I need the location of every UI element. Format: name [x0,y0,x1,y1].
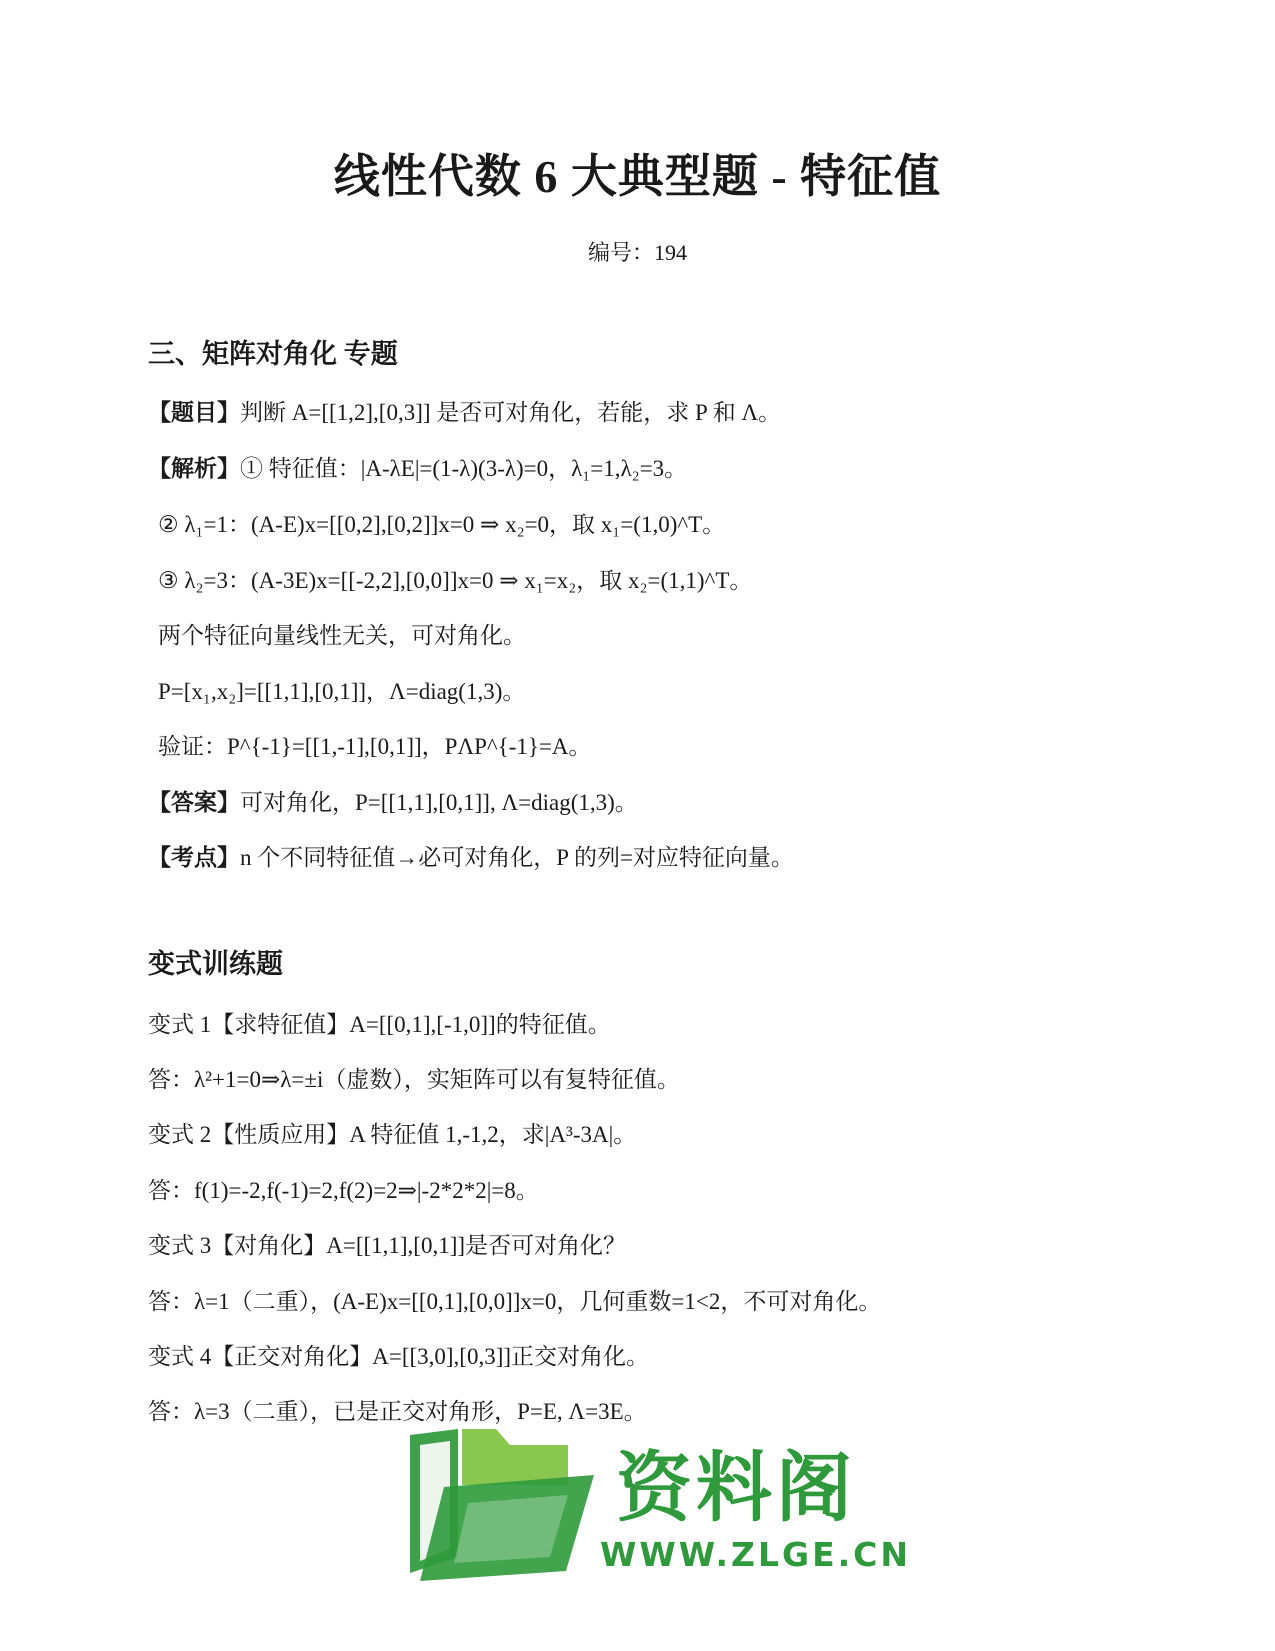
variant-1-question: 变式 1【求特征值】A=[[0,1],[-1,0]]的特征值。 [148,1012,611,1037]
variant-2-answer: 答：f(1)=-2,f(-1)=2,f(2)=2⇒|-2*2*2|=8。 [148,1178,539,1203]
variant-3-answer: 答：λ=1（二重），(A-E)x=[[0,1],[0,0]]x=0，几何重数=1<2，不可对角化。 [148,1289,882,1314]
section-heading-variants: 变式训练题 [148,949,283,979]
folder-book-icon [398,1425,608,1585]
analysis-text: ① 特征值：|A-λE|=(1-λ)(3-λ)=0，λ₁=1,λ₂=3。 [240,456,688,481]
analysis-conclusion: 两个特征向量线性无关，可对角化。 [158,623,526,648]
analysis-verification: 验证：P^{-1}=[[1,-1],[0,1]]，PΛP^{-1}=A。 [158,734,592,759]
key-point-tag: 【考点】 [148,845,240,870]
watermark-url: WWW.ZLGE.CN [600,1535,912,1574]
key-point-text: n 个不同特征值→必可对角化，P 的列=对应特征向量。 [240,845,794,870]
analysis-step-3: ③ λ₂=3：(A-3E)x=[[-2,2],[0,0]]x=0 ⇒ x₁=x₂，取 x₂=(1,1)^T。 [158,568,753,593]
variant-4-answer: 答：λ=3（二重），已是正交对角形，P=E, Λ=3E。 [148,1399,647,1424]
analysis-line [148,450,687,483]
variant-4-question: 变式 4【正交对角化】A=[[3,0],[0,3]]正交对角化。 [148,1344,650,1369]
problem-text: 判断 A=[[1,2],[0,3]] 是否可对角化，若能，求 P 和 Λ。 [240,400,782,425]
watermark-logo [398,1425,918,1585]
analysis-matrices: P=[x₁,x₂]=[[1,1],[0,1]]，Λ=diag(1,3)。 [158,679,526,704]
answer-text: 可对角化，P=[[1,1],[0,1]], Λ=diag(1,3)。 [240,790,638,815]
problem-tag: 【题目】 [148,400,240,425]
analysis-step-2: ② λ₁=1：(A-E)x=[[0,2],[0,2]]x=0 ⇒ x₂=0，取 x₁=(1,0)^T。 [158,512,726,537]
answer-tag: 【答案】 [148,790,240,815]
document-number: 编号：194 [587,240,687,265]
variant-3-question: 变式 3【对角化】A=[[1,1],[0,1]]是否可对角化？ [148,1233,627,1258]
analysis-tag: 【解析】 [148,456,240,481]
watermark-text: 资料阁 [616,1443,856,1532]
variant-1-answer: 答：λ²+1=0⇒λ=±i（虚数），实矩阵可以有复特征值。 [148,1067,680,1092]
key-point-line [148,839,794,872]
section-heading-diagonalization: 三、矩阵对角化 专题 [148,339,398,369]
variant-2-question: 变式 2【性质应用】A 特征值 1,-1,2，求|A³-3A|。 [148,1122,637,1147]
answer-line [148,784,638,817]
document-title: 线性代数 6 大典型题 - 特征值 [333,151,942,202]
problem-line [148,394,781,427]
